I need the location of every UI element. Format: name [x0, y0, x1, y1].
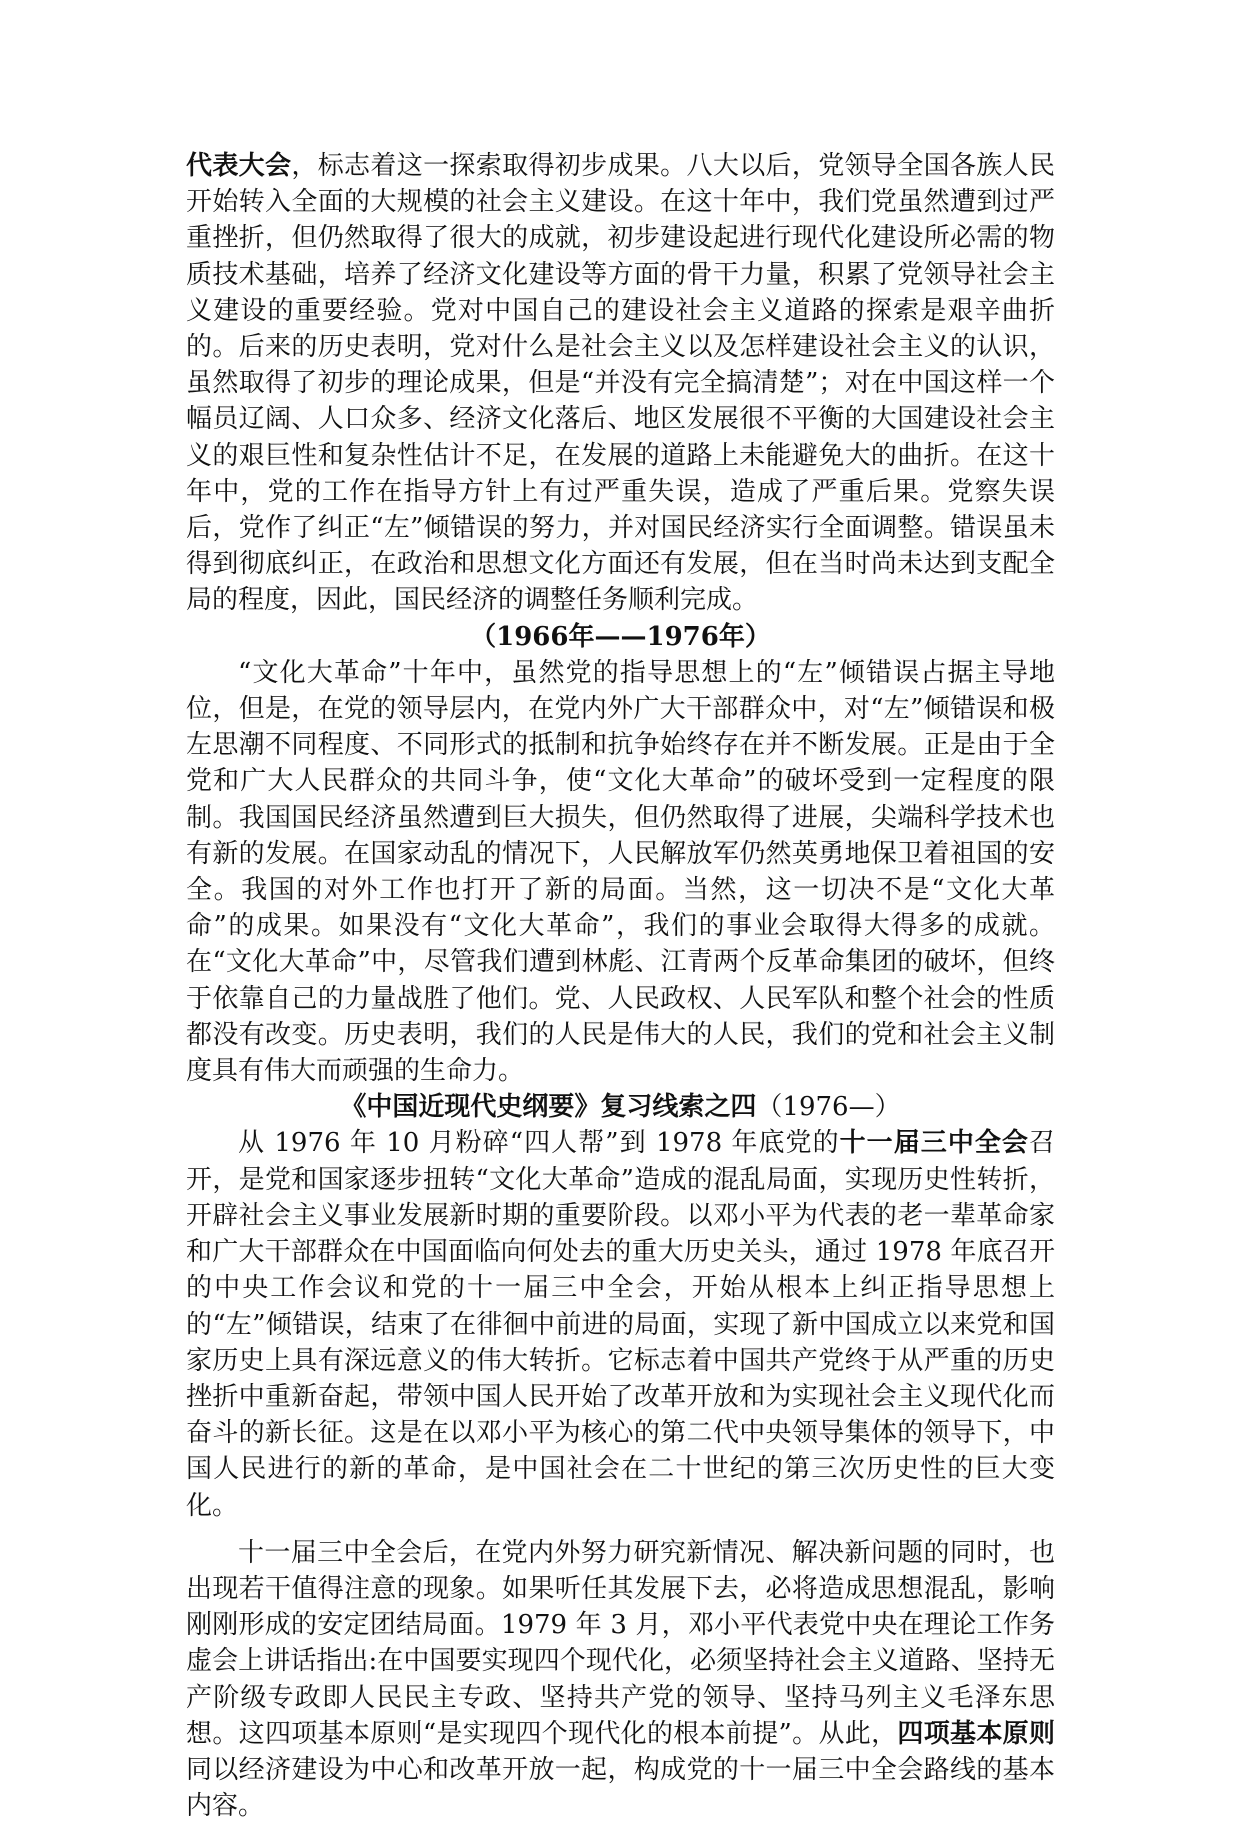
paragraph-3-after: 召开，是党和国家逐步扭转“文化大革命”造成的混乱局面，实现历史性转折，开辟社会主义事业发展新时期的重要阶段。以邓小平为代表的老一辈革命家和广大干部群众在中国面临向何处去的重大历史关头，通过 1978 年底召开的中央工作会议和党的十一届三中全会，开始从根本上纠正指导思想上的“左”倾错误，结束了在徘徊中前进的局面，实现了新中国成立以来党和国家历史上具有深远意义的伟大转折。它标志着中国共产党终于从严重的历史挫折中重新奋起，带领中国人民开始了改革开放和为实现社会主义现代化而奋斗的新长征。这是在以邓小平为核心的第二代中央领导集体的领导下，中国人民进行的新的革命，是中国社会在二十世纪的第三次历史性的巨大变化。: [186, 1128, 1055, 1521]
section-heading-review-4-title: 《中国近现代史纲要》复习线索之四: [340, 1092, 757, 1123]
bold-term-four-principles: 四项基本原则: [897, 1718, 1055, 1749]
paragraph-4: [186, 1535, 1055, 1824]
paragraph-2: “文化大革命”十年中，虽然党的指导思想上的“左”倾错误占据主导地位，但是，在党的领导层内，在党内外广大干部群众中，对“左”倾错误和极左思潮不同程度、不同形式的抵制和抗争始终存在并不断发展。正是由于全党和广大人民群众的共同斗争，使“文化大革命”的破坏受到一定程度的限制。我国国民经济虽然遭到巨大损失，但仍然取得了进展，尖端科学技术也有新的发展。在国家动乱的情况下，人民解放军仍然英勇地保卫着祖国的安全。我国的对外工作也打开了新的局面。当然，这一切决不是“文化大革命”的成果。如果没有“文化大革命”，我们的事业会取得大得多的成就。在“文化大革命”中，尽管我们遭到林彪、江青两个反革命集团的破坏，但终于依靠自己的力量战胜了他们。党、人民政权、人民军队和整个社会的性质都没有改变。历史表明，我们的人民是伟大的人民，我们的党和社会主义制度具有伟大而顽强的生命力。: [186, 657, 1055, 1087]
paragraph-4-before: 十一届三中全会后，在党内外努力研究新情况、解决新问题的同时，也出现若干值得注意的现象。如果听任其发展下去，必将造成思想混乱，影响刚刚形成的安定团结局面。1979 年 3 月，邓小平代表党中央在理论工作务虚会上讲话指出:在中国要实现四个现代化，必须坚持社会主义道路、坚持无产阶级专政即人民民主专政、坚持共产党的领导、坚持马列主义毛泽东思想。这四项基本原则“是实现四个现代化的根本前提”。从此，: [186, 1537, 1055, 1749]
section-heading-review-4: [186, 1089, 1055, 1125]
paragraph-3: [186, 1125, 1055, 1523]
paragraph-3-before: 从 1976 年 10 月粉碎“四人帮”到 1978 年底党的: [238, 1128, 840, 1159]
paragraph-4-after: 同以经济建设为中心和改革开放一起，构成党的十一届三中全会路线的基本内容。: [186, 1754, 1055, 1822]
document-body: [186, 148, 1055, 1824]
paragraph-1-text: ，标志着这一探索取得初步成果。八大以后，党领导全国各族人民开始转入全面的大规模的社会主义建设。在这十年中，我们党虽然遭到过严重挫折，但仍然取得了很大的成就，初步建设起进行现代化建设所必需的物质技术基础，培养了经济文化建设等方面的骨干力量，积累了党领导社会主义建设的重要经验。党对中国自己的建设社会主义道路的探索是艰辛曲折的。后来的历史表明，党对什么是社会主义以及怎样建设社会主义的认识，虽然取得了初步的理论成果，但是“并没有完全搞清楚”；对在中国这样一个幅员辽阔、人口众多、经济文化落后、地区发展很不平衡的大国建设社会主义的艰巨性和复杂性估计不足，在发展的道路上未能避免大的曲折。在这十年中，党的工作在指导方针上有过严重失误，造成了严重后果。党察失误后，党作了纠正“左”倾错误的努力，并对国民经济实行全面调整。错误虽未得到彻底纠正，在政治和思想文化方面还有发展，但在当时尚未达到支配全局的程度，因此，国民经济的调整任务顺利完成。: [186, 151, 1055, 616]
section-heading-1966-1976: （1966年——1976年）: [470, 621, 771, 652]
bold-term-congress: 代表大会: [186, 151, 292, 181]
paragraph-1: [186, 148, 1055, 619]
section-heading-review-4-range: （1976—）: [756, 1092, 901, 1123]
bold-term-third-plenum: 十一届三中全会: [839, 1128, 1029, 1159]
